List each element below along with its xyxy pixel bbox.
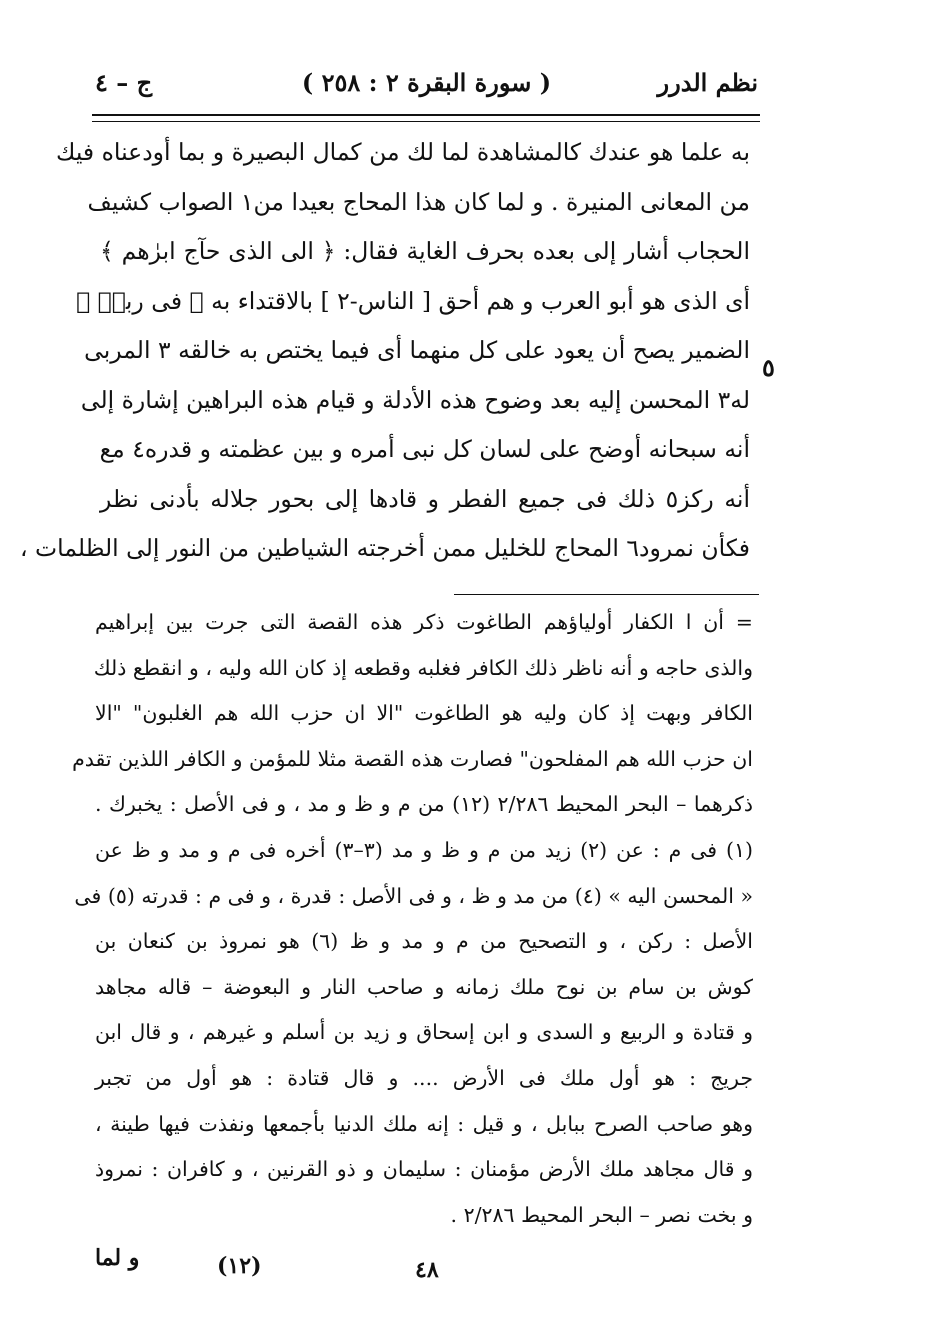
main-text-line: فكأن نمرود٦ المحاج للخليل ممن أخرجته الشياطين من النور إلى الظلمات ، xyxy=(19,534,750,562)
footnote-line: (١) فى م : عن (٢) زيد من م و ظ و مد (٣–٣) أخره فى م و مد و ظ عن xyxy=(95,837,753,862)
page-footer xyxy=(95,1245,758,1285)
header-rule-thin xyxy=(92,121,760,122)
main-text-line: أنه سبحانه أوضح على لسان كل نبى أمره و بين عظمته و قدره٤ مع xyxy=(99,435,750,463)
book-title: نظم الدرر xyxy=(657,68,758,97)
main-text-line: من المعانى المنيرة . و لما كان هذا المحاج بعيدا من١ الصواب كشيف xyxy=(87,187,750,216)
main-text-line: الحجاب أشار إلى بعده بحرف الغاية فقال: ﴿ الى الذى حآج ابرٰهم ﴾ xyxy=(100,237,750,265)
footnote-line: = أن ا الكفار أولياؤهم الطاغوت ذكر هذه القصة التى جرت بين إبراهيم xyxy=(95,610,753,634)
surah-reference: ( سورة البقرة ٢ : ٢٥٨ ) xyxy=(301,68,552,97)
header-rule xyxy=(92,114,760,116)
running-header xyxy=(95,62,758,112)
main-text-line: الضمير يصح أن يعود على كل منهما أى فيما يختص به خالقه ٣ المربى xyxy=(84,336,750,364)
main-text-block xyxy=(19,128,750,574)
page-number: ٤٨ xyxy=(415,1257,439,1283)
footnote-line: و بخت نصر – البحر المحيط ٢/٢٨٦ . xyxy=(450,1202,753,1227)
footnote-line: ذكرهما – البحر المحيط ٢/٢٨٦ (١٢) من م و ظ و مد ، و فى الأصل : يخبرك . xyxy=(95,792,753,817)
main-text-line: به علما هو عندك كالمشاهدة لما لك من كمال البصيرة و بما أودعناه فيك xyxy=(56,138,750,166)
footnote-line: و قال مجاهد ملك الأرض مؤمنان : سليمان و ذو القرنين ، و كافران : نمروذ xyxy=(95,1157,753,1182)
volume-number: ج – ٤ xyxy=(95,68,153,97)
footnote-line: الأصل : ركن ، و التصحيح من م و مد و ظ (٦) هو نمروذ بن كنعان بن xyxy=(95,929,753,954)
line-number-marker: ٥ xyxy=(762,353,775,382)
footnote-separator xyxy=(454,594,759,595)
footnotes-block xyxy=(72,600,753,1238)
footnote-line: ان حزب الله هم المفلحون" فصارت هذه القصة مثلا للمؤمن و الكافر اللذين تقدم xyxy=(72,746,753,771)
main-text-line: له٣ المحسن إليه بعد وضوح هذه الأدلة و قيام هذه البراهين إشارة إلى xyxy=(80,385,750,414)
footnote-line: جريج : هو أول ملك فى الأرض .... و قال قتادة : هو أول من تجبر xyxy=(95,1065,753,1090)
main-text-line: أنه ركز٥ ذلك فى جميع الفطر و قادها إلى بحور جلاله بأدنى نظر xyxy=(100,484,750,513)
footnote-line: « المحسن اليه » (٤) من مد و ظ ، و فى الأصل : قدرة ، و فى م : قدرته (٥) فى xyxy=(74,883,753,908)
footnote-line: الكافر وبهت إذ كان وليه هو الطاغوت "الا ان حزب الله هم الغلبون" "الا xyxy=(95,701,753,726)
footnote-line: والذى حاجه و أنه ناظر ذلك الكافر فغلبه وقطعه إذ كان الله وليه ، و انقطع ذلك xyxy=(93,655,753,680)
footnote-line: كوش بن سام بن نوح ملك زمانه و صاحب النار و البعوضة – قاله مجاهد xyxy=(95,974,753,999)
footnote-line: و قتادة و الربيع و السدى و ابن إسحاق و زيد بن أسلم و غيرهم ، و قال ابن xyxy=(95,1020,753,1045)
catchword: و لما xyxy=(95,1245,140,1271)
main-text-line: أى الذى هو أبو العرب و هم أحق [ الناس-٢ ] بالاقتداء به ﴿ فى ربهٖ ﴾ xyxy=(76,286,750,315)
footnote-reference: (١٢) xyxy=(217,1253,262,1279)
footnote-line: وهو صاحب الصرح ببابل ، و قيل : إنه ملك الدنيا بأجمعها ونفذت فيها طينة ، xyxy=(95,1111,753,1136)
